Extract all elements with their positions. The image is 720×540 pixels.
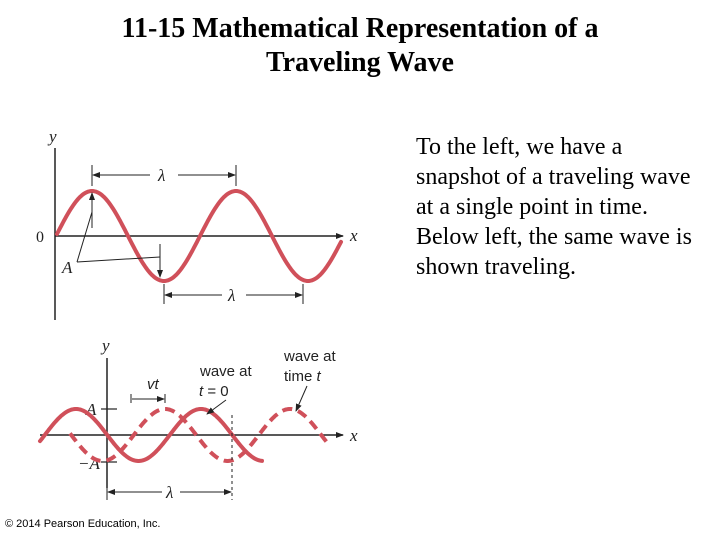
vt-label: vt (147, 376, 159, 393)
top-x-axis-label: x (350, 226, 358, 245)
slide-body-text: To the left, we have a snapshot of a traveling wave at a single point in time. Below left, the same wave is shown traveling. (416, 134, 692, 280)
amplitude-leader-2 (77, 257, 160, 262)
top-wavelength-label-upper: λ (158, 166, 166, 185)
wave-t0-label-line-2: t = 0 (199, 383, 229, 400)
wave-t-label-line-1: wave at (284, 348, 336, 365)
amplitude-leader-1 (77, 212, 92, 262)
top-origin-label: 0 (36, 229, 44, 246)
copyright-notice: © 2014 Pearson Education, Inc. (5, 518, 161, 530)
top-y-axis-label: y (49, 127, 57, 146)
bottom-y-axis-label: y (102, 336, 110, 355)
top-wavelength-label-lower: λ (228, 286, 236, 305)
slide-title-line-1: 11-15 Mathematical Representation of a (121, 13, 599, 44)
minus-amplitude-label: −A (78, 454, 100, 473)
slide-title-line-2: Traveling Wave (266, 47, 454, 78)
wave-t-label-line-2: time t (284, 368, 321, 385)
wave-t0-pointer (207, 400, 226, 414)
amplitude-label: A (62, 258, 73, 277)
plus-amplitude-label: A (86, 400, 97, 419)
bottom-x-axis-label: x (350, 426, 358, 445)
bottom-fig-wavelength-label: λ (166, 483, 174, 502)
snapshot-wave-diagram (36, 127, 358, 320)
wave-t0-label-line-1: wave at (200, 363, 252, 380)
traveling-wave-diagram (40, 336, 358, 502)
wave-t-pointer (296, 386, 307, 411)
